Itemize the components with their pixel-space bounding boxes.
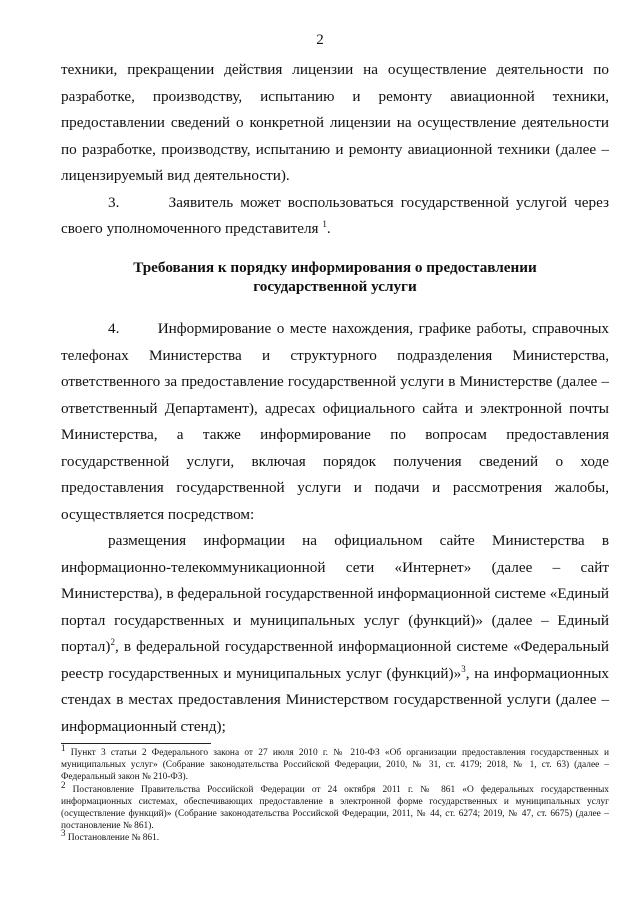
footnote-separator — [61, 743, 211, 744]
footnote-mark-2: 2 — [61, 779, 66, 790]
paragraph-3 — [61, 190, 609, 243]
footnote-mark-3: 3 — [61, 828, 66, 839]
footnote-ref-1: 1 — [322, 218, 327, 229]
footnote-mark-1: 1 — [61, 742, 66, 753]
paragraph-5-part-1: размещения информации на официальном сайте Министерства в информационно-телекоммуникационной сети «Интернет» (далее – сайт Министерства), в федеральной государственной информационной системе «Единый портал государственных и муниципальных услуг (функций)» (далее – Единый портал) — [61, 532, 609, 655]
footnote-2 — [61, 779, 609, 833]
paragraph-continuation: техники, прекращении действия лицензии на осуществление деятельности по разработке, производству, испытанию и ремонту авиационной техники, предоставлении сведений о конкретной лицензии на осуществление деятельности по разработке, производству, испытанию и ремонту авиационной техники (далее – лицензируемый вид деятельности). — [61, 61, 609, 184]
footnote-3 — [61, 828, 609, 844]
footnotes — [61, 742, 609, 845]
footnote-2-text: Постановление Правительства Российской Федерации от 24 октября 2011 г. № 861 «О федеральных государственных информационных системах, обеспечивающих предоставление в электронной форме государственных и муниципальных услуг (осуществление функций)» (Собрание законодательства Российской Федерации, 2011, № 44, ст. 6274; 2019, № 47, ст. 6675) (далее – постановление № 861). — [61, 784, 609, 832]
footnote-3-text: Постановление № 861. — [67, 833, 160, 844]
heading-line-1: Требования к порядку информирования о предоставлении — [133, 259, 537, 276]
paragraph-3-tail: . — [326, 220, 331, 237]
footnote-ref-2: 2 — [110, 636, 115, 647]
page-number: 2 — [316, 32, 324, 48]
paragraph-4-text: Информирование о месте нахождения, графике работы, справочных телефонах Министерства и структурного подразделения Министерства, ответственного за предоставление государственной услуги в Министерстве (далее – ответственный Департамент), адресах официального сайта и электронной почты Министерства, а также информирование по вопросам предоставления государственной услуги, включая порядок получения сведений о ходе предоставления государственной услуги и подачи и рассмотрения жалобы, осуществляется посредством: — [61, 320, 610, 523]
footnote-1 — [61, 742, 609, 784]
section-heading — [61, 258, 609, 296]
paragraph-3-number: 3. — [108, 193, 120, 211]
paragraph-5-part-3: , на информационных стендах в местах предоставления Министерством государственной услуги (далее – информационный стенд); — [61, 664, 609, 735]
heading-line-2: государственной услуги — [253, 278, 417, 295]
body-bottom — [61, 316, 609, 740]
paragraph-4 — [61, 316, 609, 528]
footnote-1-text: Пункт 3 статьи 2 Федерального закона от 27 июля 2010 г. № 210-ФЗ «Об организации предоставления государственных и муниципальных услуг» (Собрание законодательства Российской Федерации, 2010, № 31, ст. 4179; 2018, № 1, ст. 63) (далее – Федеральный закон № 210-ФЗ). — [61, 748, 609, 783]
paragraph-3-text: Заявитель может воспользоваться государственной услугой через своего уполномоченного представителя — [61, 193, 609, 237]
paragraph-5-part-2: , в федеральной государственной информационной системе «Федеральный реестр государственных и муниципальных услуг (функций)» — [61, 638, 609, 682]
body-top — [61, 57, 609, 243]
footnote-ref-3: 3 — [461, 663, 466, 674]
paragraph-5 — [61, 528, 609, 740]
paragraph-4-number: 4. — [108, 320, 120, 337]
